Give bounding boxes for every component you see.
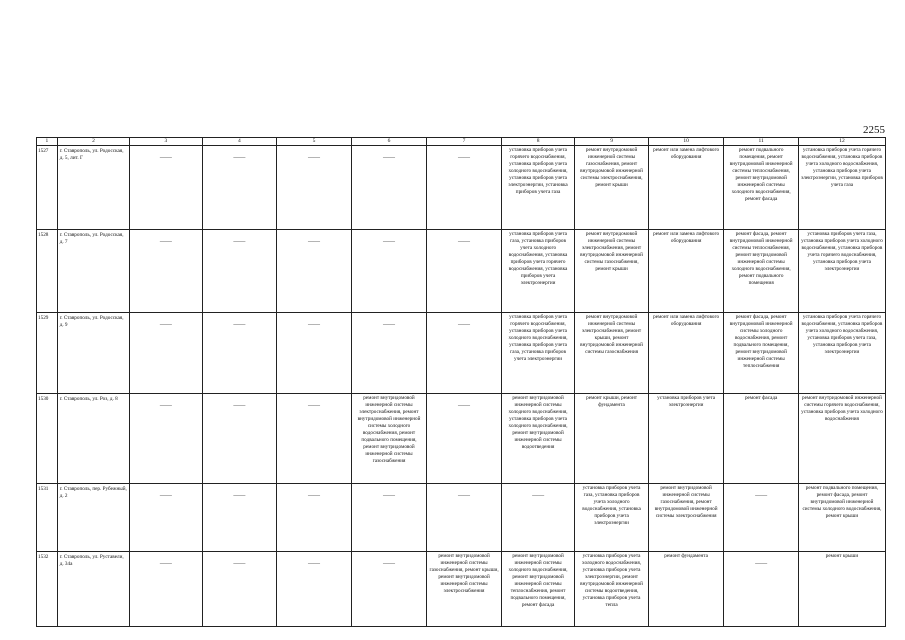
row-number: 1528 bbox=[37, 230, 58, 313]
header-cell: 11 bbox=[724, 138, 799, 146]
work-cell: установка приборов учета электроэнергии bbox=[648, 394, 724, 484]
address-cell: г. Ставрополь, ул. Родосская, д. 5, лит. Г bbox=[57, 146, 129, 230]
table-row bbox=[37, 230, 886, 313]
work-cell: ремонт внутридомовой инженерной системы газоснабжения, ремонт крыши, ремонт внутридомовой инженерной системы электроснабжения bbox=[427, 552, 502, 627]
work-cell: установка приборов учета газа, установка приборов учета холодного водоснабжения, установка приборов учета горячего водоснабжения, установка приборов учета электроэнергии bbox=[501, 230, 575, 313]
dash-cell: —— bbox=[427, 484, 502, 552]
dash-cell: —— bbox=[130, 552, 202, 627]
dash-cell: —— bbox=[351, 146, 427, 230]
repair-schedule-table bbox=[36, 137, 886, 627]
work-cell: ремонт внутридомовой инженерной системы горячего водоснабжения, установка приборов учета холодного водоснабжения bbox=[798, 394, 885, 484]
dash-cell: —— bbox=[130, 394, 202, 484]
dash-cell: —— bbox=[427, 313, 502, 394]
work-cell: ремонт фундамента bbox=[648, 552, 724, 627]
work-cell: ремонт фасада, ремонт внутридомовой инженерной системы теплоснабжения, ремонт внутридомовой инженерной системы холодного водоснабжения, ремонт подвального помещения bbox=[724, 230, 799, 313]
dash-cell: —— bbox=[427, 394, 502, 484]
address-cell: г. Ставрополь, ул. Родосская, д. 7 bbox=[57, 230, 129, 313]
dash-cell: —— bbox=[202, 313, 277, 394]
work-cell: установка приборов учета горячего водоснабжения, установка приборов учета холодного водоснабжения, установка приборов учета газа, установка приборов учета электроэнергии bbox=[798, 313, 885, 394]
address-cell: г. Ставрополь, ул. Руставели, д. 34а bbox=[57, 552, 129, 627]
header-cell: 3 bbox=[130, 138, 202, 146]
work-cell: установка приборов учета газа, установка приборов учета холодного водоснабжения, установка приборов учета горячего водоснабжения, установка приборов учета электроэнергии bbox=[798, 230, 885, 313]
work-cell: ремонт или замена лифтового оборудования bbox=[648, 146, 724, 230]
page-number: 2255 bbox=[863, 124, 885, 136]
work-cell: установка приборов учета горячего водоснабжения, установка приборов учета холодного водоснабжения, установка приборов учета газа, установка приборов учета электроэнергии bbox=[501, 313, 575, 394]
row-number: 1531 bbox=[37, 484, 58, 552]
header-cell: 2 bbox=[57, 138, 129, 146]
work-cell: установка приборов учета газа, установка приборов учета холодного водоснабжения, установка приборов учета электроэнергии bbox=[575, 484, 649, 552]
work-cell: установка приборов учета горячего водоснабжения, установка приборов учета холодного водоснабжения, установка приборов учета электроэнергии, установка приборов учета газа bbox=[501, 146, 575, 230]
row-number: 1527 bbox=[37, 146, 58, 230]
row-number: 1529 bbox=[37, 313, 58, 394]
work-cell: ремонт подвального помещения, ремонт фасада, ремонт внутридомовой инженерной системы холодного водоснабжения, ремонт крыши bbox=[798, 484, 885, 552]
work-cell: ремонт внутридомовой инженерной системы холодного водоснабжения, ремонт внутридомовой инженерной системы теплоснабжения, ремонт подвального помещения, ремонт фасада bbox=[501, 552, 575, 627]
header-cell: 4 bbox=[202, 138, 277, 146]
work-cell: установка приборов учета горячего водоснабжения, установка приборов учета холодного водоснабжения, установка приборов учета электроэнергии, установка приборов учета газа bbox=[798, 146, 885, 230]
header-cell: 10 bbox=[648, 138, 724, 146]
table-row bbox=[37, 394, 886, 484]
dash-cell: —— bbox=[501, 484, 575, 552]
row-number: 1532 bbox=[37, 552, 58, 627]
work-cell: ремонт внутридомовой инженерной системы электроснабжения, ремонт внутридомовой инженерной системы холодного водоснабжения, ремонт подвального помещения, ремонт внутридомовой инженерной системы газоснабжения bbox=[351, 394, 427, 484]
work-cell: ремонт внутридомовой инженерной системы электроснабжения, ремонт внутридомовой инженерной системы газоснабжения, ремонт крыши bbox=[575, 230, 649, 313]
table-header-row bbox=[37, 138, 886, 146]
header-cell: 5 bbox=[277, 138, 352, 146]
dash-cell: —— bbox=[427, 230, 502, 313]
dash-cell: —— bbox=[130, 146, 202, 230]
dash-cell: —— bbox=[130, 313, 202, 394]
header-cell: 9 bbox=[575, 138, 649, 146]
work-cell: ремонт или замена лифтового оборудования bbox=[648, 230, 724, 313]
dash-cell: —— bbox=[427, 146, 502, 230]
dash-cell: —— bbox=[724, 484, 799, 552]
dash-cell: —— bbox=[351, 230, 427, 313]
header-cell: 7 bbox=[427, 138, 502, 146]
work-cell: ремонт внутридомовой инженерной системы электроснабжения, ремонт крыши, ремонт внутридомовой инженерной системы газоснабжения bbox=[575, 313, 649, 394]
work-cell: ремонт внутридомовой инженерной системы холодного водоснабжения, установка приборов учета холодного водоснабжения, ремонт внутридомовой инженерной системы водоотведения bbox=[501, 394, 575, 484]
dash-cell: —— bbox=[277, 313, 352, 394]
work-cell: ремонт крыши bbox=[798, 552, 885, 627]
table-row bbox=[37, 552, 886, 627]
work-cell: ремонт фасада, ремонт внутридомовой инженерной системы холодного водоснабжения, ремонт подвального помещения, ремонт внутридомовой инженерной системы теплоснабжения bbox=[724, 313, 799, 394]
work-cell: ремонт крыши, ремонт фундамента bbox=[575, 394, 649, 484]
work-cell: ремонт или замена лифтового оборудования bbox=[648, 313, 724, 394]
dash-cell: —— bbox=[202, 484, 277, 552]
dash-cell: —— bbox=[277, 230, 352, 313]
header-cell: 8 bbox=[501, 138, 575, 146]
address-cell: г. Ставрополь, ул. Роз, д. 8 bbox=[57, 394, 129, 484]
dash-cell: —— bbox=[130, 484, 202, 552]
dash-cell: —— bbox=[351, 313, 427, 394]
dash-cell: —— bbox=[351, 484, 427, 552]
header-cell: 1 bbox=[37, 138, 58, 146]
work-cell: установка приборов учета холодного водоснабжения, установка приборов учета электроэнергии, ремонт внутридомовой инженерной системы водоотведения, установка приборов учета тепла bbox=[575, 552, 649, 627]
header-cell: 6 bbox=[351, 138, 427, 146]
work-cell: ремонт фасада bbox=[724, 394, 799, 484]
table-row bbox=[37, 146, 886, 230]
table-row bbox=[37, 313, 886, 394]
dash-cell: —— bbox=[277, 394, 352, 484]
dash-cell: —— bbox=[277, 484, 352, 552]
dash-cell: —— bbox=[277, 552, 352, 627]
table-row bbox=[37, 484, 886, 552]
work-cell: ремонт внутридомовой инженерной системы газоснабжения, ремонт внутридомовой инженерной системы электроснабжения, ремонт крыши bbox=[575, 146, 649, 230]
dash-cell: —— bbox=[724, 552, 799, 627]
dash-cell: —— bbox=[202, 146, 277, 230]
dash-cell: —— bbox=[351, 552, 427, 627]
dash-cell: —— bbox=[202, 230, 277, 313]
header-cell: 12 bbox=[798, 138, 885, 146]
work-cell: ремонт подвального помещения, ремонт внутридомовой инженерной системы теплоснабжения, ремонт внутридомовой инженерной системы холодного водоснабжения, ремонт фасада bbox=[724, 146, 799, 230]
address-cell: г. Ставрополь, ул. Родосская, д. 9 bbox=[57, 313, 129, 394]
dash-cell: —— bbox=[202, 394, 277, 484]
address-cell: г. Ставрополь, пер. Рубежный, д. 2 bbox=[57, 484, 129, 552]
dash-cell: —— bbox=[202, 552, 277, 627]
work-cell: ремонт внутридомовой инженерной системы газоснабжения, ремонт внутридомовой инженерной системы электроснабжения bbox=[648, 484, 724, 552]
row-number: 1530 bbox=[37, 394, 58, 484]
dash-cell: —— bbox=[130, 230, 202, 313]
dash-cell: —— bbox=[277, 146, 352, 230]
